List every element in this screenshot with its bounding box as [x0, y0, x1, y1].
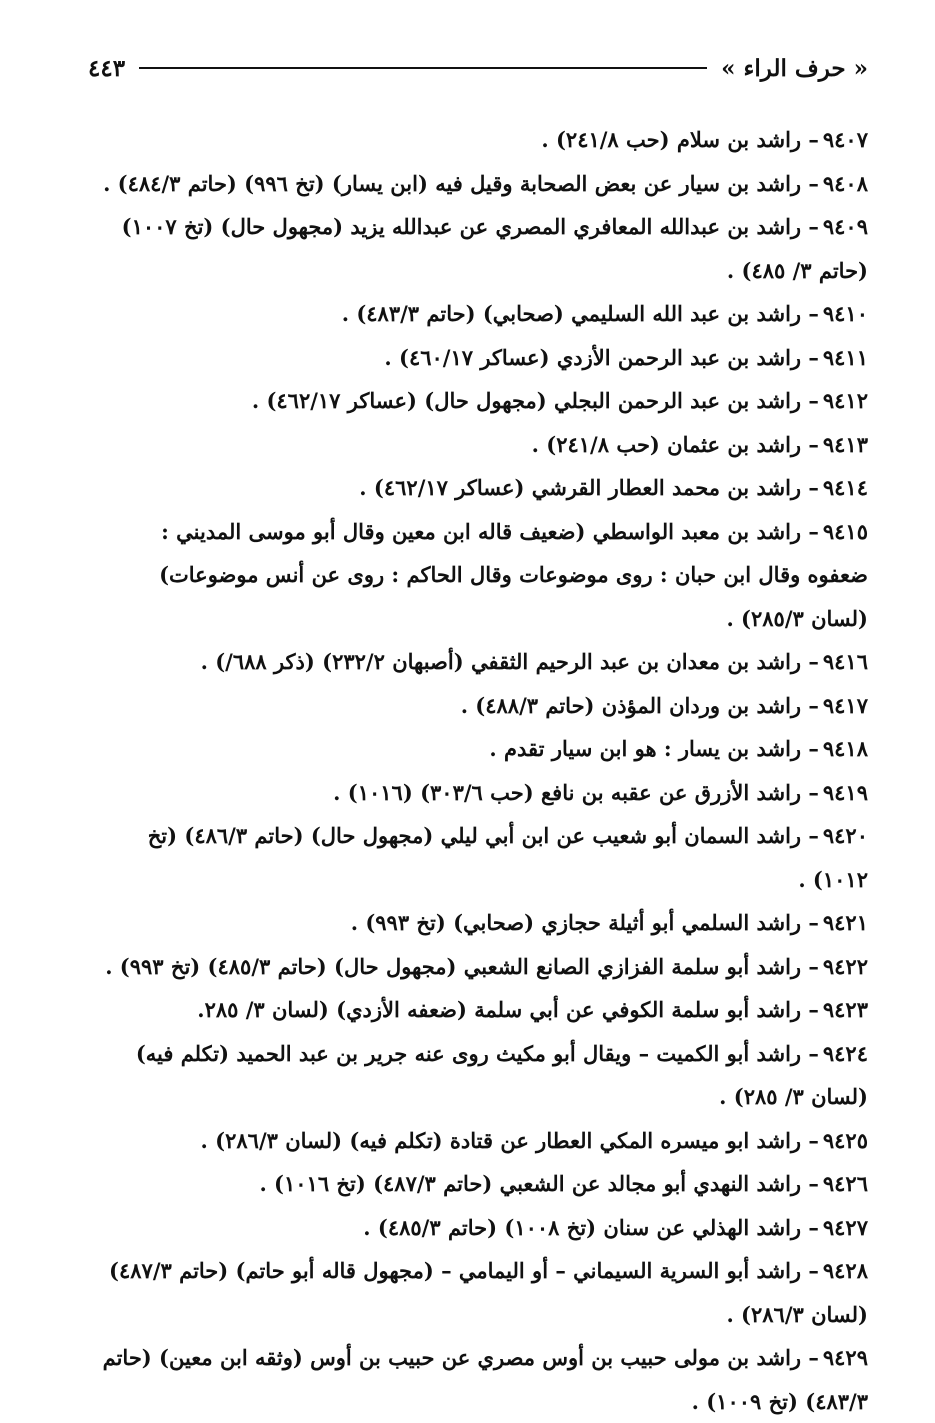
entry — [100, 1249, 868, 1336]
entry — [100, 1032, 868, 1119]
entry-list — [100, 118, 868, 1423]
entry-text: – راشد النهدي أبو مجالد عن الشعبي (حاتم ٤٨٧/٣) (تخ ١٠١٦) . — [259, 1171, 819, 1196]
entry — [100, 379, 868, 423]
entry-number: ٩٤١٧ — [822, 692, 868, 718]
entry-text: – راشد بن سيار عن بعض الصحابة وقيل فيه (ابن يسار) (تخ ٩٩٦) (حاتم ٤٨٤/٣) . — [103, 170, 819, 196]
entry-text: – راشد بن معبد الواسطي (ضعيف قاله ابن معين وقال أبو موسى المديني : ضعفوه وقال ابن حبان : روى موضوعات وقال الحاكم : روى عن أنس موضوعات) (لسان ٢٨٥/٣) . — [159, 518, 868, 631]
entry-number: ٩٤٢٩ — [822, 1345, 868, 1370]
entry-text: – راشد بن معدان بن عبد الرحيم الثقفي (أصبهان ٢٣٢/٢) (ذكر ٦٨٨/) . — [200, 649, 819, 674]
entry — [100, 814, 868, 901]
entry — [100, 1336, 868, 1423]
entry-number: ٩٤٢٣ — [822, 997, 868, 1022]
entry-text: – راشد بن يسار : هو ابن سيار تقدم . — [489, 736, 819, 761]
entry-number: ٩٤٠٧ — [822, 127, 868, 152]
entry-text: – راشد أبو سلمة الفزازي الصانع الشعبي (مجهول حال) (حاتم ٤٨٥/٣) (تخ ٩٩٣) . — [105, 953, 819, 979]
entry — [100, 901, 868, 945]
entry — [100, 510, 868, 641]
entry-number: ٩٤١٤ — [822, 475, 868, 500]
running-title: « حرف الراء » — [721, 54, 868, 82]
entry-number: ٩٤١٦ — [822, 649, 868, 674]
entry — [100, 292, 868, 336]
entry-number: ٩٤٢٥ — [822, 1127, 868, 1153]
entry — [100, 771, 868, 815]
entry — [100, 640, 868, 684]
header-rule — [139, 67, 707, 69]
entry — [100, 466, 868, 510]
entry-text: – راشد بن وردان المؤذن (حاتم ٤٨٨/٣) . — [460, 692, 819, 718]
entry-number: ٩٤١١ — [822, 344, 868, 370]
entry — [100, 1206, 868, 1250]
entry-number: ٩٤٢٠ — [822, 823, 868, 848]
page-number: ٤٤٣ — [88, 54, 126, 82]
entry-number: ٩٤٢٧ — [822, 1214, 868, 1240]
entry-number: ٩٤٢٨ — [822, 1258, 868, 1283]
entry-number: ٩٤٢١ — [822, 910, 868, 935]
entry-number: ٩٤١٣ — [822, 431, 868, 457]
entry-text: – راشد السلمي أبو أثيلة حجازي (صحابي) (تخ ٩٩٣) . — [350, 910, 819, 935]
entry-text: – راشد أبو سلمة الكوفي عن أبي سلمة (ضعفه الأزدي) (لسان ٣/ ٢٨٥. — [197, 997, 819, 1022]
entry — [100, 118, 868, 162]
entry-text: – راشد بن عبدالله المعافري المصري عن عبدالله يزيد (مجهول حال) (تخ ١٠٠٧) (حاتم ٣/ ٤٨٥) . — [121, 214, 868, 283]
entry — [100, 684, 868, 728]
entry — [100, 727, 868, 771]
entry-number: ٩٤١٢ — [822, 388, 868, 413]
entry-number: ٩٤٢٦ — [822, 1171, 868, 1196]
entry — [100, 423, 868, 467]
entry — [100, 336, 868, 380]
entry — [100, 205, 868, 292]
entry-text: – راشد بن عثمان (حب ٢٤١/٨) . — [531, 431, 819, 457]
entry — [100, 1119, 868, 1163]
entry — [100, 1162, 868, 1206]
entry-number: ٩٤٢٢ — [822, 953, 868, 979]
entry-text: – راشد بن مولى حبيب بن أوس مصري عن حبيب بن أوس (وثقه ابن معين) (حاتم ٤٨٣/٣) (تخ ١٠٠٩) . — [102, 1345, 868, 1414]
entry-number: ٩٤٠٩ — [822, 214, 868, 239]
entry-number: ٩٤١٥ — [822, 518, 868, 544]
entry-text: – راشد بن سلام (حب ٢٤١/٨) . — [541, 127, 819, 152]
entry-text: – راشد بن عبد الرحمن البجلي (مجهول حال) (عساكر ٤٦٢/١٧) . — [251, 388, 819, 413]
entry-text: – راشد السمان أبو شعيب عن ابن أبي ليلي (مجهول حال) (حاتم ٤٨٦/٣) (تخ ١٠١٢) . — [147, 823, 868, 892]
page-header — [88, 48, 868, 88]
entry-text: – راشد أبو السرية السيماني – أو اليمامي – (مجهول قاله أبو حاتم) (حاتم ٤٨٧/٣) (لسان ٢٨٦/٣) . — [109, 1258, 868, 1327]
entry-text: – راشد أبو الكميت – ويقال أبو مكيث روى عنه جرير بن عبد الحميد (تكلم فيه) (لسان ٣/ ٢٨٥) . — [135, 1040, 868, 1109]
entry-text: – راشد ابو ميسره المكي العطار عن قتادة (تكلم فيه) (لسان ٢٨٦/٣) . — [200, 1127, 819, 1153]
entry-text: – راشد بن عبد الرحمن الأزدي (عساكر ٤٦٠/١٧) . — [384, 344, 819, 370]
entry-number: ٩٤٠٨ — [822, 170, 868, 196]
entry-number: ٩٤١٠ — [822, 301, 868, 326]
entry — [100, 988, 868, 1032]
entry-number: ٩٤٢٤ — [822, 1040, 868, 1066]
entry-text: – راشد بن عبد الله السليمي (صحابي) (حاتم ٤٨٣/٣) . — [341, 301, 819, 326]
entry — [100, 162, 868, 206]
entry-number: ٩٤١٩ — [822, 779, 868, 805]
entry-text: – راشد الأزرق عن عقبه بن نافع (حب ٣٠٣/٦) (١٠١٦) . — [333, 779, 819, 805]
entry-number: ٩٤١٨ — [822, 736, 868, 761]
entry-text: – راشد الهذلي عن سنان (تخ ١٠٠٨) (حاتم ٤٨٥/٣) . — [363, 1214, 819, 1240]
entry — [100, 945, 868, 989]
entry-text: – راشد بن محمد العطار القرشي (عساكر ٤٦٢/١٧) . — [359, 475, 819, 500]
